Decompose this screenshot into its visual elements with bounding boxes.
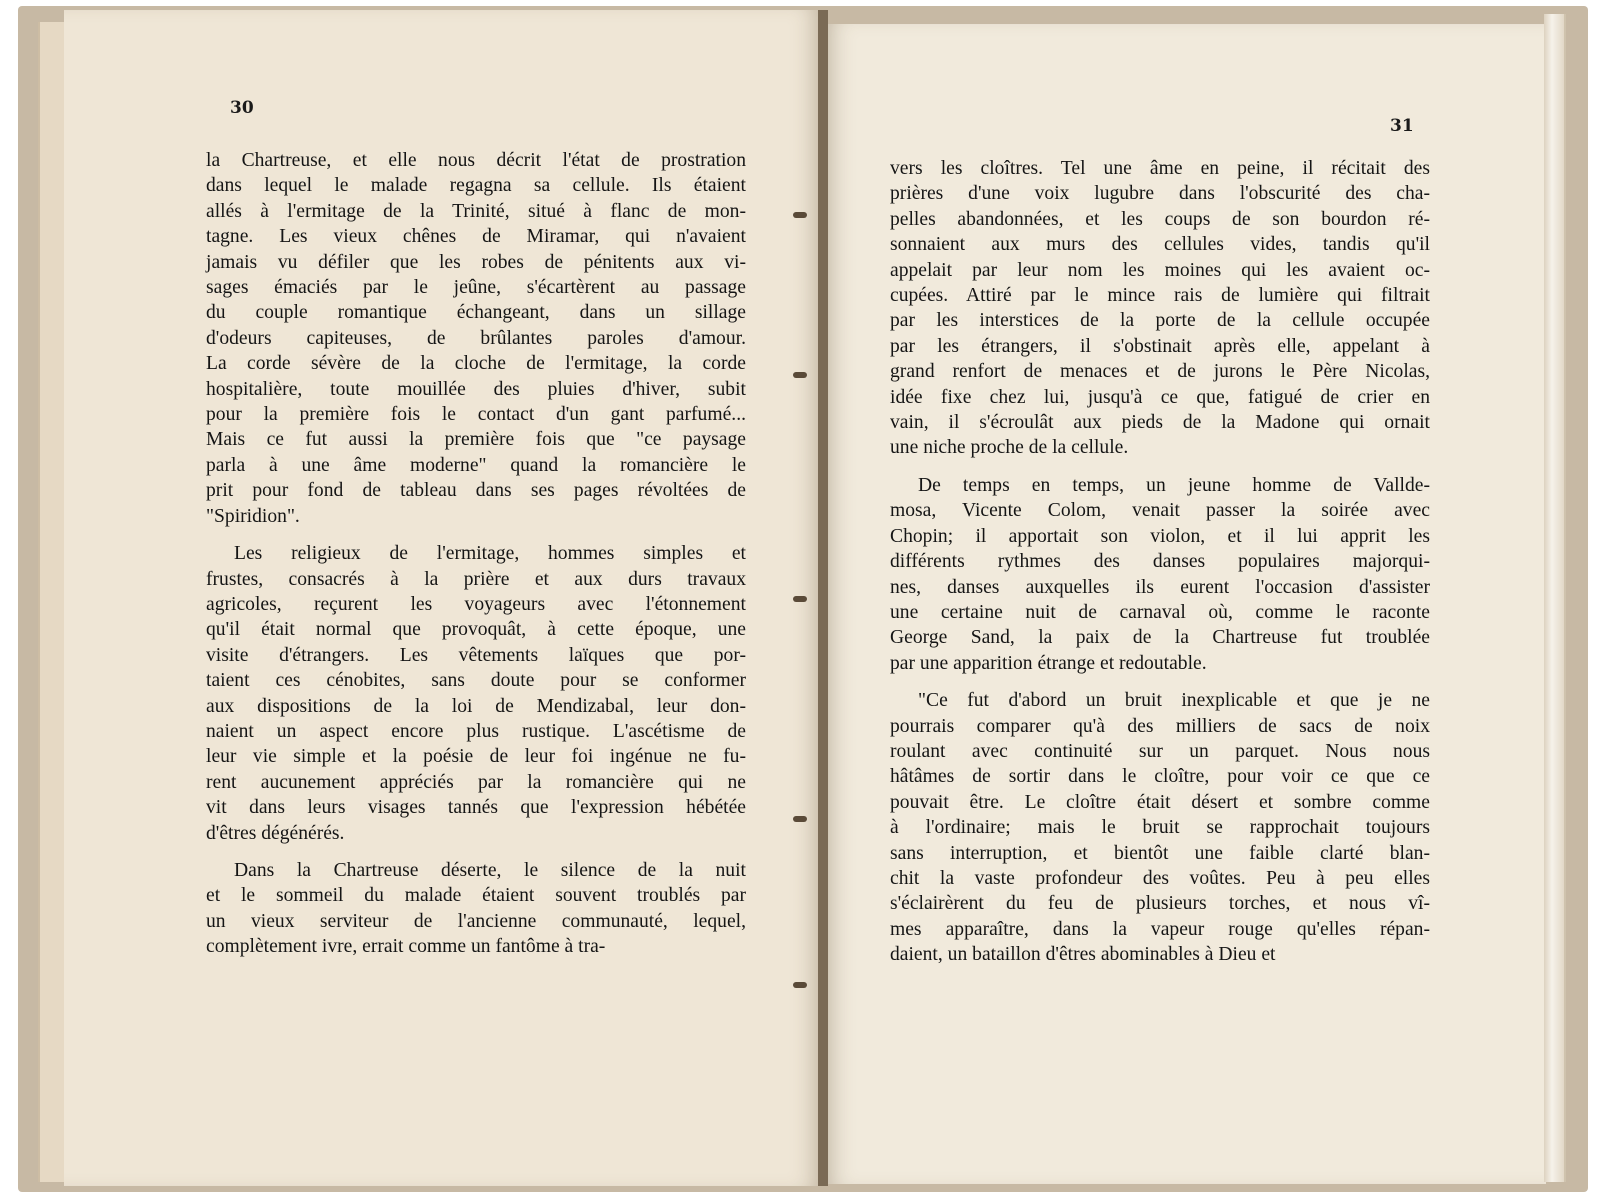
text-line: hospitalière, toute mouillée des pluies d'hiver, subit — [206, 378, 746, 400]
text-line: Chopin; il apportait son violon, et il lui apprit les — [890, 525, 1430, 547]
paragraph — [206, 858, 746, 960]
right-page-text — [890, 156, 1430, 968]
text-line: dans lequel le malade regagna sa cellule. Ils étaient — [206, 175, 746, 197]
text-line: leur vie simple et la poésie de leur foi ingénue ne fu- — [206, 746, 746, 768]
text-line: agricoles, reçurent les voyageurs avec l'étonnement — [206, 593, 746, 615]
text-line: visite d'étrangers. Les vêtements laïques que por- — [206, 644, 746, 666]
text-line: pour la première fois le contact d'un gant parfumé... — [206, 404, 746, 426]
paragraph — [206, 148, 746, 529]
text-line: jamais vu défiler que les robes de pénitents aux vi- — [206, 251, 746, 273]
text-line: par les étrangers, il s'obstinait après elle, appelant à — [890, 335, 1430, 357]
text-line: d'êtres dégénérés. — [206, 822, 345, 844]
text-line: "Spiridion". — [206, 505, 300, 527]
right-page-number: 31 — [1390, 116, 1414, 136]
text-line: qu'il était normal que provoquât, à cette époque, une — [206, 619, 746, 641]
text-line: une niche proche de la cellule. — [890, 437, 1129, 459]
text-line: daient, un bataillon d'êtres abominables à Dieu et — [890, 944, 1276, 966]
text-line: De temps en temps, un jeune homme de Vallde- — [918, 474, 1430, 496]
text-line: sages émaciés par le jeûne, s'écartèrent au passage — [206, 277, 746, 299]
text-line: parla à une âme moderne" quand la romancière le — [206, 454, 746, 476]
text-line: "Ce fut d'abord un bruit inexplicable et que je ne — [918, 690, 1430, 712]
text-line: pouvait être. Le cloître était désert et sombre comme — [890, 791, 1430, 813]
text-line: Les religieux de l'ermitage, hommes simples et — [234, 543, 746, 565]
paragraph — [890, 156, 1430, 461]
text-line: George Sand, la paix de la Chartreuse fut troublée — [890, 627, 1430, 649]
text-line: complètement ivre, errait comme un fantôme à tra- — [206, 936, 606, 958]
text-line: vers les cloîtres. Tel une âme en peine, il récitait des — [890, 158, 1430, 179]
binding-stitch — [793, 372, 807, 378]
text-line: différents rythmes des danses populaires majorqui- — [890, 551, 1430, 573]
text-line: s'éclairèrent du feu de plusieurs torches, et nous vî- — [890, 893, 1430, 915]
text-line: vit dans leurs visages tannés que l'expression hébétée — [206, 797, 746, 819]
text-line: pelles abandonnées, et les coups de son bourdon ré- — [890, 208, 1430, 230]
book-gutter — [818, 10, 828, 1186]
text-line: sonnaient aux murs des cellules vides, tandis qu'il — [890, 234, 1430, 256]
text-line: un vieux serviteur de l'ancienne communauté, lequel, — [206, 910, 746, 932]
text-line: naient un aspect encore plus rustique. L'ascétisme de — [206, 720, 746, 742]
text-line: du couple romantique échangeant, dans un sillage — [206, 302, 746, 324]
text-line: appelait par leur nom les moines qui les avaient oc- — [890, 259, 1430, 281]
text-line: vain, il s'écroulât aux pieds de la Madone qui ornait — [890, 412, 1430, 434]
paragraph — [206, 541, 746, 846]
text-line: prières d'une voix lugubre dans l'obscurité des cha- — [890, 183, 1430, 205]
right-page-stack — [1544, 14, 1566, 1182]
text-line: prit pour fond de tableau dans ses pages révoltées de — [206, 480, 746, 502]
text-line: cupées. Attiré par le mince rais de lumière qui filtrait — [890, 285, 1430, 307]
binding-stitch — [793, 596, 807, 602]
text-line: mosa, Vicente Colom, venait passer la soirée avec — [890, 500, 1430, 522]
binding-stitch — [793, 816, 807, 822]
paragraph — [890, 688, 1430, 967]
text-line: chit la vaste profondeur des voûtes. Peu à peu elles — [890, 867, 1430, 889]
text-line: et le sommeil du malade étaient souvent troublés par — [206, 885, 746, 907]
text-line: nes, danses auxquelles ils eurent l'occasion d'assister — [890, 576, 1430, 598]
text-line: rent aucunement appréciés par la romancière qui ne — [206, 771, 746, 793]
text-line: Dans la Chartreuse déserte, le silence de la nuit — [234, 859, 746, 881]
text-line: mes apparaître, dans la vapeur rouge qu'elles répan- — [890, 918, 1430, 940]
text-line: sans interruption, et bientôt une faible clarté blan- — [890, 842, 1430, 864]
text-line: à l'ordinaire; mais le bruit se rapprochait toujours — [890, 817, 1430, 839]
text-line: idée fixe chez lui, jusqu'à ce que, fatigué de crier en — [890, 386, 1430, 408]
paragraph — [890, 473, 1430, 676]
binding-stitch — [793, 982, 807, 988]
left-page-number: 30 — [230, 98, 254, 118]
text-line: hâtâmes de sortir dans le cloître, pour voir ce que ce — [890, 766, 1430, 788]
binding-stitch — [793, 212, 807, 218]
text-line: La corde sévère de la cloche de l'ermitage, la corde — [206, 353, 746, 375]
text-line: pourrais comparer qu'à des milliers de sacs de noix — [890, 715, 1430, 737]
text-line: Mais ce fut aussi la première fois que "ce paysage — [206, 429, 746, 451]
left-page-text — [206, 148, 746, 960]
text-line: taient ces cénobites, sans doute pour se conformer — [206, 670, 746, 692]
text-line: une certaine nuit de carnaval où, comme le raconte — [890, 601, 1430, 623]
text-line: par une apparition étrange et redoutable. — [890, 652, 1207, 674]
text-line: par les interstices de la porte de la cellule occupée — [890, 310, 1430, 332]
text-line: roulant avec continuité sur un parquet. Nous nous — [890, 740, 1430, 762]
text-line: tagne. Les vieux chênes de Miramar, qui n'avaient — [206, 226, 746, 248]
text-line: allés à l'ermitage de la Trinité, situé à flanc de mon- — [206, 200, 746, 222]
text-line: grand renfort de menaces et de jurons le Père Nicolas, — [890, 361, 1430, 383]
text-line: frustes, consacrés à la prière et aux durs travaux — [206, 568, 746, 590]
text-line: la Chartreuse, et elle nous décrit l'état de prostration — [206, 150, 746, 171]
text-line: d'odeurs capiteuses, de brûlantes paroles d'amour. — [206, 327, 746, 349]
text-line: aux dispositions de la loi de Mendizabal, leur don- — [206, 695, 746, 717]
